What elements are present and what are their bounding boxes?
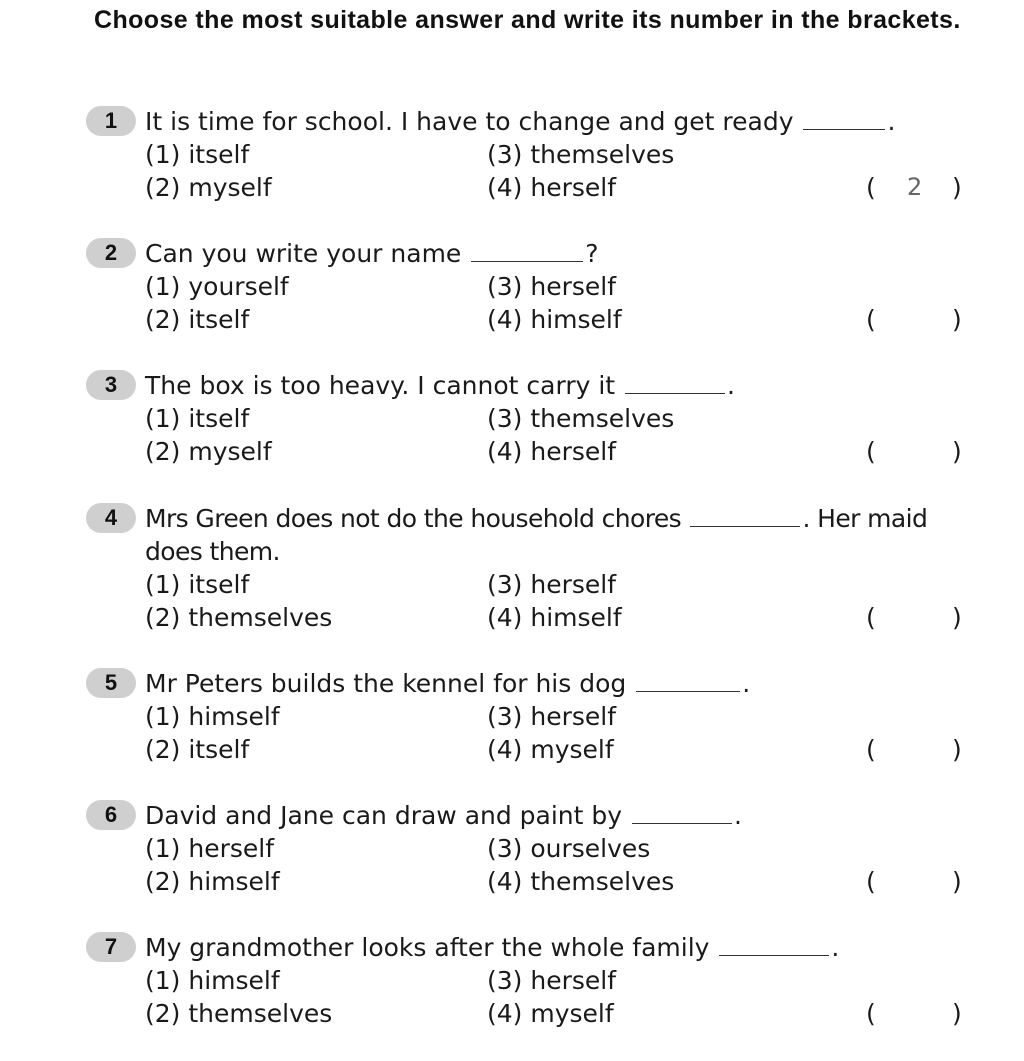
bracket-close: )	[952, 735, 962, 764]
answer-blank[interactable]	[632, 799, 732, 824]
option-4[interactable]: (4) himself	[487, 305, 622, 334]
option-1[interactable]: (1) itself	[145, 140, 250, 169]
bracket-close: )	[952, 173, 962, 202]
question-stem	[145, 105, 975, 138]
question-stem	[145, 502, 975, 568]
option-2[interactable]: (2) myself	[145, 173, 272, 202]
option-4[interactable]: (4) herself	[487, 437, 617, 466]
question-1	[0, 105, 1024, 225]
option-2[interactable]: (2) themselves	[145, 999, 333, 1028]
option-2[interactable]: (2) itself	[145, 305, 250, 334]
option-4[interactable]: (4) myself	[487, 999, 614, 1028]
option-1[interactable]: (1) yourself	[145, 272, 289, 301]
question-number-badge: 3	[86, 370, 136, 400]
option-2[interactable]: (2) itself	[145, 735, 250, 764]
stem-end: .	[831, 933, 840, 962]
option-3[interactable]: (3) themselves	[487, 404, 675, 433]
question-stem	[145, 931, 975, 964]
option-1[interactable]: (1) himself	[145, 966, 280, 995]
stem-end: .	[727, 371, 735, 400]
option-1[interactable]: (1) itself	[145, 570, 250, 599]
question-7	[0, 931, 1024, 1051]
question-number-badge: 2	[86, 238, 136, 268]
question-stem	[145, 369, 975, 402]
bracket-open: (	[866, 603, 876, 632]
stem-text: Mrs Green does not do the household chores	[145, 504, 682, 533]
answer-value[interactable]: 2	[907, 173, 923, 201]
answer-blank[interactable]	[690, 502, 800, 527]
stem-text: It is time for school. I have to change and get ready	[145, 107, 794, 136]
bracket-close: )	[952, 603, 962, 632]
question-number-badge: 6	[86, 800, 136, 830]
option-4[interactable]: (4) myself	[487, 735, 614, 764]
option-3[interactable]: (3) herself	[487, 966, 617, 995]
bracket-open: (	[866, 173, 876, 202]
option-2[interactable]: (2) themselves	[145, 603, 333, 632]
stem-end: . Her maid does them.	[145, 504, 928, 566]
answer-blank[interactable]	[719, 931, 829, 956]
answer-blank[interactable]	[636, 667, 740, 692]
stem-text: The box is too heavy. I cannot carry it	[145, 371, 616, 400]
bracket-open: (	[866, 999, 876, 1028]
stem-text: David and Jane can draw and paint by	[145, 801, 623, 830]
bracket-open: (	[866, 437, 876, 466]
question-3	[0, 369, 1024, 489]
question-2	[0, 237, 1024, 357]
option-3[interactable]: (3) themselves	[487, 140, 675, 169]
option-1[interactable]: (1) herself	[145, 834, 275, 863]
bracket-open: (	[866, 867, 876, 896]
bracket-open: (	[866, 305, 876, 334]
bracket-close: )	[952, 867, 962, 896]
stem-end: .	[742, 669, 751, 698]
question-5	[0, 667, 1024, 787]
stem-end: .	[734, 801, 742, 830]
answer-blank[interactable]	[803, 105, 885, 130]
bracket-close: )	[952, 437, 962, 466]
question-number-badge: 5	[86, 668, 136, 698]
stem-end: .	[887, 107, 896, 136]
bracket-close: )	[952, 999, 962, 1028]
bracket-open: (	[866, 735, 876, 764]
answer-blank[interactable]	[625, 369, 725, 394]
option-4[interactable]: (4) himself	[487, 603, 622, 632]
question-4	[0, 502, 1024, 652]
answer-blank[interactable]	[471, 237, 583, 262]
stem-end: ?	[585, 239, 599, 268]
stem-text: My grandmother looks after the whole family	[145, 933, 710, 962]
question-stem	[145, 799, 975, 832]
option-1[interactable]: (1) itself	[145, 404, 250, 433]
question-number-badge: 4	[86, 503, 136, 533]
option-4[interactable]: (4) herself	[487, 173, 617, 202]
stem-text: Can you write your name	[145, 239, 462, 268]
question-number-badge: 1	[86, 106, 136, 136]
option-3[interactable]: (3) herself	[487, 570, 617, 599]
question-stem	[145, 667, 975, 700]
option-4[interactable]: (4) themselves	[487, 867, 675, 896]
question-stem	[145, 237, 975, 270]
option-3[interactable]: (3) herself	[487, 702, 617, 731]
question-number-badge: 7	[86, 932, 136, 962]
question-6	[0, 799, 1024, 919]
stem-text: Mr Peters builds the kennel for his dog	[145, 669, 627, 698]
bracket-close: )	[952, 305, 962, 334]
option-2[interactable]: (2) myself	[145, 437, 272, 466]
option-3[interactable]: (3) herself	[487, 272, 617, 301]
option-3[interactable]: (3) ourselves	[487, 834, 651, 863]
option-1[interactable]: (1) himself	[145, 702, 280, 731]
option-2[interactable]: (2) himself	[145, 867, 280, 896]
instruction-text: Choose the most suitable answer and write its number in the brackets.	[94, 6, 961, 34]
